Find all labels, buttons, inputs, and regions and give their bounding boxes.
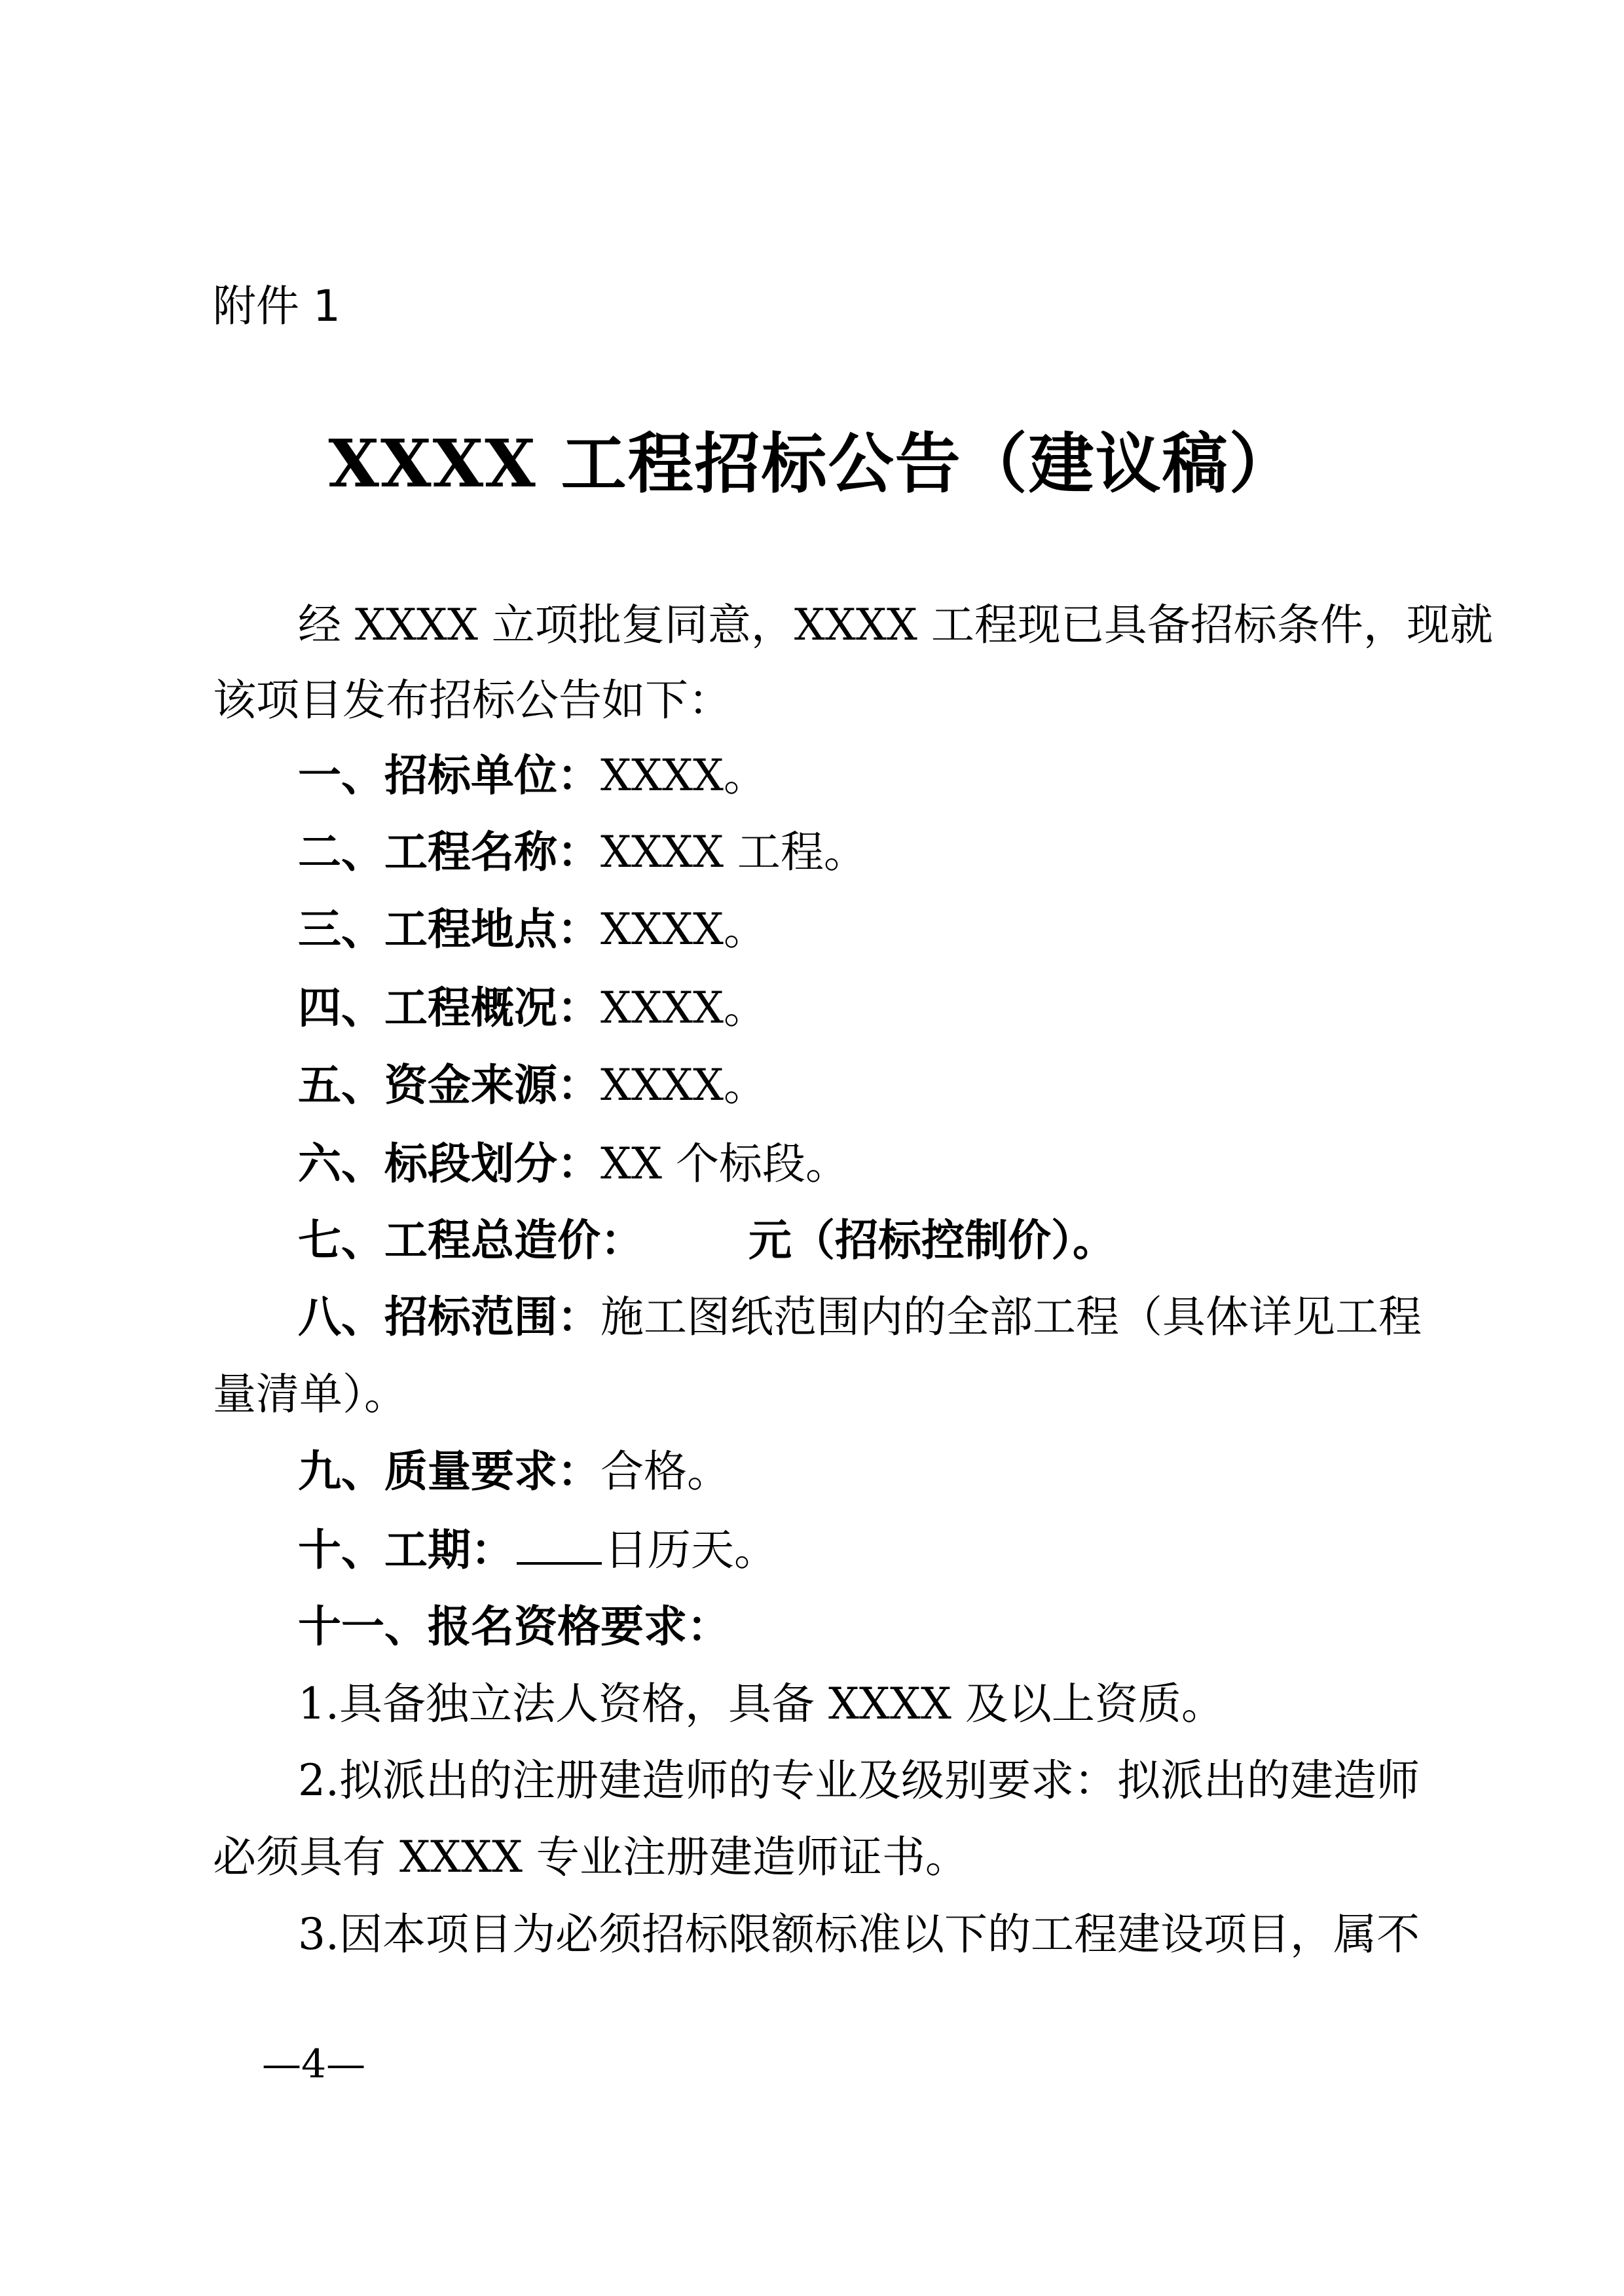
document-title: XXXX 工程招标公告（建议稿） — [328, 425, 1296, 502]
item-value: 施工图纸范围内的全部工程（具体详见工程 — [600, 1292, 1422, 1342]
item-value: XXXX。 — [600, 1060, 767, 1110]
item-value: XXXX 工程。 — [600, 827, 867, 877]
attachment-label: 附件 1 — [213, 281, 341, 331]
requirement-3: 3.因本项目为必须招标限额标准以下的工程建设项目，属不 — [298, 1909, 1420, 1959]
intro-line-2: 该项目发布招标公告如下： — [213, 675, 731, 725]
item-value: XX 个标段。 — [600, 1139, 849, 1189]
item-label: 五、资金来源： — [298, 1060, 600, 1110]
item-bid-scope — [298, 1291, 1422, 1343]
item-duration — [298, 1523, 777, 1576]
item-value: XXXX。 — [600, 904, 767, 955]
requirement-1: 1.具备独立法人资格，具备 XXXX 及以上资质。 — [298, 1679, 1225, 1729]
item-label: 六、标段划分： — [298, 1139, 600, 1189]
item-quality — [298, 1446, 730, 1498]
item-label: 一、招标单位： — [298, 750, 600, 801]
duration-blank — [517, 1523, 602, 1565]
item-qualification-heading — [298, 1601, 730, 1653]
item-project-location — [298, 903, 767, 956]
item-section-division — [298, 1138, 849, 1190]
item-label: 八、招标范围： — [298, 1292, 600, 1342]
item-label: 十一、报名资格要求： — [298, 1601, 730, 1652]
item-value: XXXX。 — [600, 750, 767, 801]
item-fund-source — [298, 1059, 767, 1112]
item-label: 四、工程概况： — [298, 983, 600, 1033]
item-value: 合格。 — [600, 1446, 730, 1497]
item-value: 元（招标控制价）。 — [748, 1215, 1116, 1266]
item-label: 七、工程总造价： — [298, 1215, 644, 1266]
item-bid-unit — [298, 750, 767, 802]
intro-line-1: 经 XXXX 立项批复同意，XXXX 工程现已具备招标条件，现就 — [298, 600, 1493, 650]
item-bid-scope-cont: 量清单）。 — [213, 1369, 407, 1419]
item-project-name — [298, 826, 867, 879]
item-value: XXXX。 — [600, 983, 767, 1033]
item-label: 二、工程名称： — [298, 827, 600, 877]
requirement-2-line-1: 2.拟派出的注册建造师的专业及级别要求：拟派出的建造师 — [298, 1755, 1420, 1806]
item-label: 九、质量要求： — [298, 1446, 600, 1497]
item-total-cost — [298, 1214, 1116, 1267]
page-number: —4— — [262, 2041, 366, 2087]
item-value: 日历天。 — [604, 1525, 777, 1575]
item-label: 三、工程地点： — [298, 904, 600, 955]
item-label: 十、工期： — [298, 1525, 514, 1575]
item-project-overview — [298, 982, 767, 1034]
requirement-2-line-2: 必须具有 XXXX 专业注册建造师证书。 — [213, 1832, 969, 1882]
